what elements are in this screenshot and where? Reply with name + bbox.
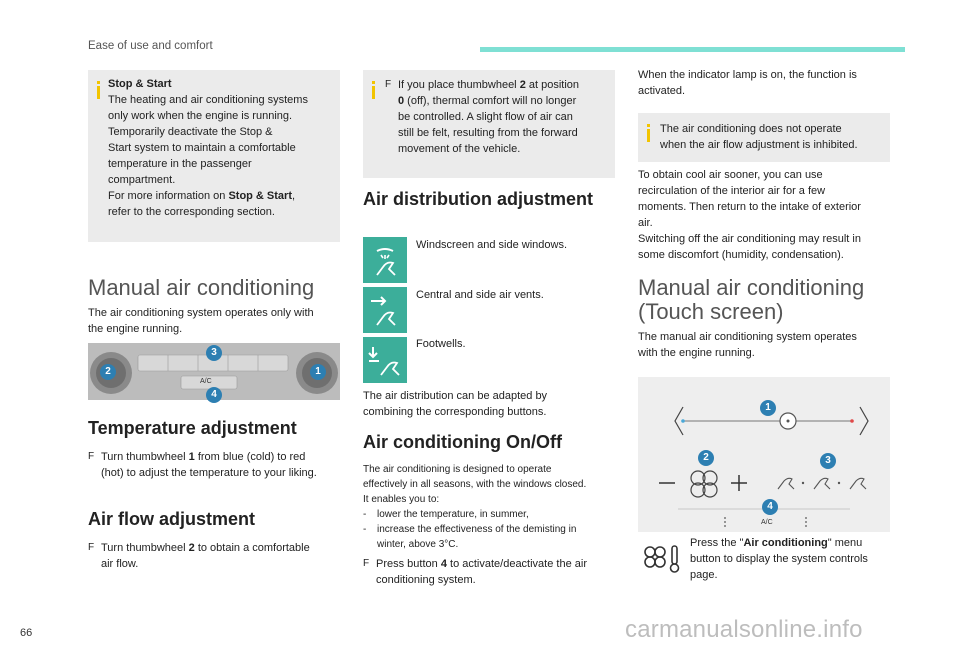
temp-line1-post: from blue (cold) to red bbox=[194, 451, 306, 463]
note-more-bold: Stop & Start bbox=[228, 190, 292, 202]
callout-1: 1 bbox=[310, 364, 326, 380]
bullet-mark: F bbox=[88, 542, 95, 553]
note-l1-bold: 2 bbox=[519, 79, 526, 91]
thumbwheel-note-text bbox=[385, 77, 613, 157]
callout-4: 4 bbox=[206, 387, 222, 403]
manual-ac-intro bbox=[88, 305, 343, 337]
indicator-lamp-text bbox=[638, 67, 898, 99]
note-line: still be felt, resulting from the forward bbox=[398, 127, 578, 139]
press-pre: Press the " bbox=[690, 537, 744, 549]
note-more-line bbox=[108, 188, 338, 204]
intro-line: the engine running. bbox=[88, 323, 183, 335]
air-conditioning-menu-icon bbox=[641, 538, 685, 582]
watermark: carmanualsonline.info bbox=[625, 616, 863, 643]
press-button-4-text bbox=[363, 556, 621, 588]
stop-start-note-text bbox=[108, 76, 338, 220]
press-line2: button to display the system controls bbox=[690, 553, 868, 565]
press-bold: Air conditioning bbox=[743, 537, 828, 549]
callout-2: 2 bbox=[698, 450, 714, 466]
stop-start-note bbox=[88, 70, 340, 242]
note-line: when the air flow adjustment is inhibited. bbox=[660, 139, 858, 151]
note-more-suffix: , bbox=[292, 190, 296, 202]
bullet-mark: F bbox=[88, 451, 95, 462]
section-title-line: Manual air conditioning bbox=[638, 275, 865, 300]
air-flow-adjustment-text bbox=[88, 540, 343, 572]
header-title: Ease of use and comfort bbox=[88, 40, 213, 52]
temperature-adjustment-title: Temperature adjustment bbox=[88, 418, 297, 438]
air-flow-adjustment-title: Air flow adjustment bbox=[88, 509, 256, 529]
dash-mark: - bbox=[363, 524, 367, 535]
press-post: " menu bbox=[827, 537, 863, 549]
air-distribution-title: Air distribution adjustment bbox=[363, 189, 594, 209]
note-title: Stop & Start bbox=[108, 78, 172, 90]
note-more-prefix: For more information on bbox=[108, 190, 229, 202]
note-line: movement of the vehicle. bbox=[398, 143, 521, 155]
combine-line: The air distribution can be adapted by bbox=[363, 390, 548, 402]
acon-line: effectively in all seasons, with the windows closed. bbox=[363, 479, 587, 490]
note-line: refer to the corresponding section. bbox=[108, 206, 275, 218]
intro-line: The manual air conditioning system operates bbox=[638, 331, 857, 343]
touch-screen-intro bbox=[638, 329, 898, 361]
info-marker-icon bbox=[372, 81, 375, 99]
temp-line2: (hot) to adjust the temperature to your liking. bbox=[101, 467, 317, 479]
press-line3: page. bbox=[690, 569, 718, 581]
note-l2-post: (off), thermal comfort will no longer bbox=[404, 95, 577, 107]
airflow-line1-post: to obtain a comfortable bbox=[194, 542, 310, 554]
touch-screen-ac-image bbox=[638, 377, 890, 532]
cool-line: air. bbox=[638, 217, 653, 229]
indicator-line: When the indicator lamp is on, the function is bbox=[638, 69, 857, 81]
bullet-mark: F bbox=[385, 79, 392, 90]
indicator-line: activated. bbox=[638, 85, 686, 97]
acon-item: increase the effectiveness of the demisting in bbox=[377, 524, 577, 535]
press-ac-menu-text bbox=[690, 535, 895, 583]
cool-line: To obtain cool air sooner, you can use bbox=[638, 169, 823, 181]
central-vents-label: Central and side air vents. bbox=[416, 289, 544, 301]
temperature-adjustment-text bbox=[88, 449, 343, 481]
cool-line: Switching off the air conditioning may result in bbox=[638, 233, 861, 245]
ac-control-panel-image bbox=[88, 343, 340, 400]
info-marker-icon bbox=[97, 81, 100, 99]
callout-1: 1 bbox=[760, 400, 776, 416]
page-number: 66 bbox=[20, 627, 33, 639]
acon-item: lower the temperature, in summer, bbox=[377, 509, 529, 520]
section-title-manual-ac: Manual air conditioning bbox=[88, 275, 315, 300]
dash-mark: - bbox=[363, 509, 367, 520]
note-l2-bold: 0 bbox=[398, 95, 405, 107]
callout-2: 2 bbox=[100, 364, 116, 380]
note-l1-post: at position bbox=[525, 79, 580, 91]
temp-line1-bold: 1 bbox=[188, 451, 195, 463]
touch-ac-label: A/C bbox=[761, 519, 773, 526]
callout-4: 4 bbox=[762, 499, 778, 515]
bullet-mark: F bbox=[363, 558, 370, 569]
cool-air-text bbox=[638, 167, 898, 263]
ac-on-off-title: Air conditioning On/Off bbox=[363, 432, 562, 452]
distribution-combine-text bbox=[363, 388, 618, 420]
note-line: be controlled. A slight flow of air can bbox=[398, 111, 573, 123]
airflow-line2: air flow. bbox=[101, 558, 139, 570]
air-flow-inhibited-text bbox=[660, 121, 890, 153]
air-flow-inhibited-note bbox=[638, 113, 890, 162]
intro-line: with the engine running. bbox=[638, 347, 755, 359]
panel-ac-label: A/C bbox=[200, 378, 212, 385]
note-line: The air conditioning does not operate bbox=[660, 123, 842, 135]
footwells-distribution-icon bbox=[363, 337, 407, 383]
windscreen-label: Windscreen and side windows. bbox=[416, 239, 568, 251]
note-line: temperature in the passenger bbox=[108, 158, 252, 170]
press-post: to activate/deactivate the air bbox=[446, 558, 587, 570]
temp-line1-pre: Turn thumbwheel bbox=[101, 451, 189, 463]
acon-list-item bbox=[363, 522, 621, 537]
note-line: Start system to maintain a comfortable bbox=[108, 142, 296, 154]
cool-line: some discomfort (humidity, condensation). bbox=[638, 249, 844, 261]
section-title-touch-screen bbox=[638, 276, 864, 324]
press-line2: conditioning system. bbox=[376, 574, 476, 586]
acon-item-cont: winter, above 3°C. bbox=[377, 539, 459, 550]
airflow-line1-bold: 2 bbox=[188, 542, 195, 554]
callout-3: 3 bbox=[206, 345, 222, 361]
central-vents-distribution-icon bbox=[363, 287, 407, 333]
intro-line: The air conditioning system operates only with bbox=[88, 307, 314, 319]
windscreen-distribution-icon bbox=[363, 237, 407, 283]
acon-list-item bbox=[363, 507, 621, 522]
cool-line: recirculation of the interior air for a few bbox=[638, 185, 826, 197]
note-line: compartment. bbox=[108, 174, 176, 186]
press-bold: 4 bbox=[440, 558, 447, 570]
airflow-line1-pre: Turn thumbwheel bbox=[101, 542, 189, 554]
note-l1-pre: If you place thumbwheel bbox=[398, 79, 520, 91]
header-bar bbox=[480, 47, 905, 52]
ac-on-off-text bbox=[363, 462, 621, 552]
info-marker-icon bbox=[647, 124, 650, 142]
press-pre: Press button bbox=[376, 558, 441, 570]
note-line: The heating and air conditioning systems bbox=[108, 94, 308, 106]
note-line: only work when the engine is running. bbox=[108, 110, 293, 122]
footwells-label: Footwells. bbox=[416, 338, 466, 350]
note-line: Temporarily deactivate the Stop & bbox=[108, 126, 273, 138]
callout-3: 3 bbox=[820, 453, 836, 469]
combine-line: combining the corresponding buttons. bbox=[363, 406, 547, 418]
section-title-line: (Touch screen) bbox=[638, 299, 784, 324]
thumbwheel-note bbox=[363, 70, 615, 178]
acon-line: It enables you to: bbox=[363, 494, 440, 505]
acon-line: The air conditioning is designed to operate bbox=[363, 464, 552, 475]
cool-line: moments. Then return to the intake of exterior bbox=[638, 201, 861, 213]
